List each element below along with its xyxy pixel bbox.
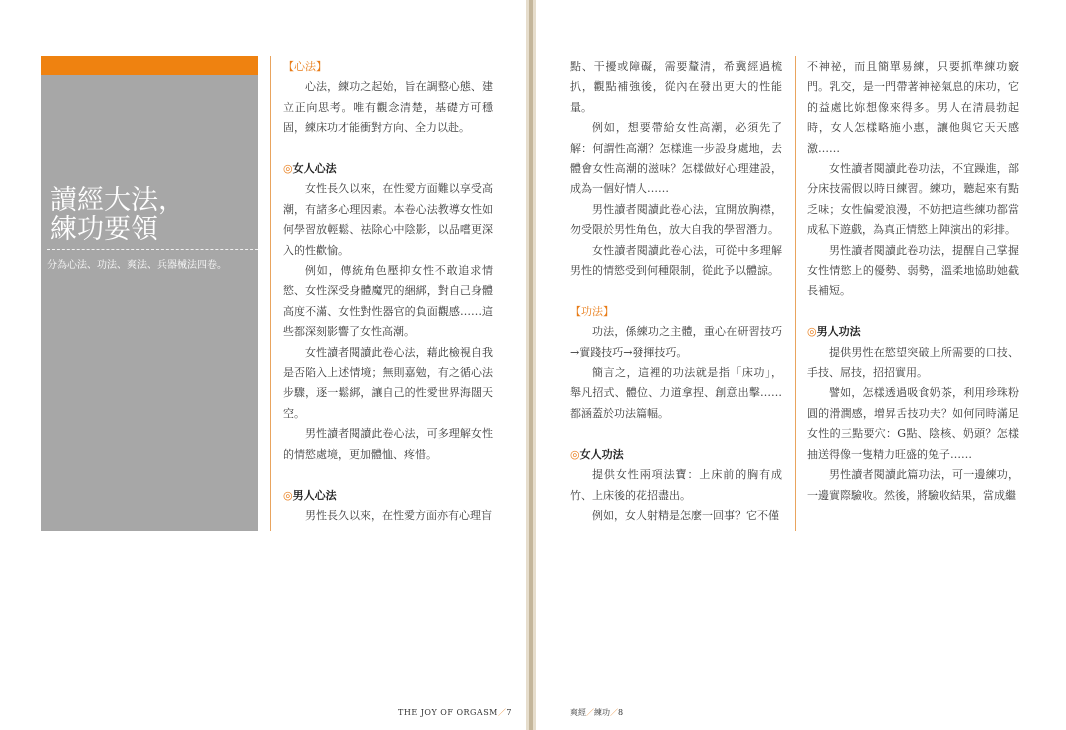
paragraph: 例如，女人射精是怎麼一回事？它不僅 xyxy=(592,508,779,522)
book-spine xyxy=(526,0,536,730)
paragraph: 男性讀者閱讀此篇功法，可一邊練功，一邊實際驗收。然後，將驗收結果，當成繼 xyxy=(807,468,1019,502)
paragraph: 例如，想要帶給女性高潮，必須先了解：何謂性高潮？怎樣進一步設身處地，去體會女性高潮的滋味？怎樣做好心理建設，成為一個好情人…… xyxy=(570,121,782,196)
slash-separator: ／ xyxy=(586,708,594,717)
slash-separator: ／ xyxy=(610,708,618,717)
text-column-3 xyxy=(807,57,1019,506)
page-number: 8 xyxy=(618,708,624,717)
target-icon: ◎ xyxy=(283,488,293,502)
paragraph: 不神祕，而且簡單易練，只要抓準練功竅門。乳交，是一門帶著神祕氣息的床功，它的益處比妳想像來得多。男人在清晨勃起時，女人怎樣略施小惠，讓他與它天天感激…… xyxy=(807,60,1019,155)
paragraph: 提供女性兩項法寶：上床前的胸有成竹、上床後的花招盡出。 xyxy=(570,468,782,502)
paragraph: 譬如，怎樣透過吸食奶茶，利用珍珠粉圓的滑潤感，增昇舌技功夫？如何同時滿足女性的三點要穴：G點、陰核、奶頭？怎樣抽送得像一隻精力旺盛的兔子…… xyxy=(807,386,1019,461)
subheading-female-gongfa: ◎女人功法 xyxy=(570,447,624,461)
target-icon: ◎ xyxy=(807,325,817,339)
slash-separator: ／ xyxy=(497,708,507,717)
section-name: 練功 xyxy=(594,708,610,717)
paragraph: 女性讀者閱讀此卷功法，不宜躁進，部分床技需假以時日練習。練功，聽起來有點乏味；女性偏愛浪漫，不妨把這些練功都當成私下遊戲，為真正情慾上陣演出的彩排。 xyxy=(807,162,1019,237)
paragraph: 男性讀者閱讀此卷功法，提醒自己掌握女性情慾上的優勢、弱勢，溫柔地協助她截長補短。 xyxy=(807,243,1019,298)
paragraph: 女性讀者閱讀此卷心法，藉此檢視自我是否陷入上述情境；無則嘉勉，有之循心法步驟，逐一鬆綁，讓自己的性愛世界海闊天空。 xyxy=(283,345,493,420)
target-icon: ◎ xyxy=(283,162,293,176)
paragraph: 功法，係練功之主體，重心在研習技巧→實踐技巧→發揮技巧。 xyxy=(570,325,782,359)
paragraph: 女性讀者閱讀此卷心法，可從中多理解男性的情慾受到何種限制，從此予以體諒。 xyxy=(570,243,782,278)
text-column-2 xyxy=(570,57,782,526)
subheading-male-gongfa: ◎男人功法 xyxy=(807,325,861,339)
target-icon: ◎ xyxy=(570,447,580,461)
dashed-divider xyxy=(47,249,258,250)
running-title: THE JOY OF ORGASM xyxy=(398,708,498,717)
page-footer-right xyxy=(570,707,623,718)
paragraph: 男性長久以來，在性愛方面亦有心理盲 xyxy=(305,508,492,522)
paragraph: 簡言之，這裡的功法就是指「床功」，舉凡招式、體位、力道拿捏、創意出擊……都涵蓋於功法篇幅。 xyxy=(570,366,782,420)
orange-accent-bar xyxy=(41,56,258,75)
text-column-1 xyxy=(283,57,493,526)
running-title: 爽經 xyxy=(570,708,586,717)
paragraph: 心法，練功之起始，旨在調整心態、建立正向思考。唯有觀念清楚，基礎方可穩固，練床功才能衝對方向、全力以赴。 xyxy=(283,80,493,135)
page-footer-left xyxy=(398,707,512,718)
subheading-female-xinfa: ◎女人心法 xyxy=(283,162,337,176)
chapter-subtitle: 分為心法、功法、爽法、兵器械法四卷。 xyxy=(47,260,227,271)
paragraph: 例如，傳統角色壓抑女性不敢追求情慾、女性深受身體魔咒的綑綁，對自己身體高度不滿、女性對性器官的負面觀感……這些都深刻影響了女性高潮。 xyxy=(283,264,493,339)
column-rule xyxy=(270,56,271,531)
paragraph: 女性長久以來，在性愛方面難以享受高潮，有諸多心理因素。本卷心法教導女性如何學習放輕鬆、祛除心中陰影，以品嚐更深入的性歡愉。 xyxy=(283,182,493,257)
paragraph: 男性讀者閱讀此卷心法，宜開放胸襟，勿受限於男性角色，放大自我的學習潛力。 xyxy=(570,202,782,237)
subheading-male-xinfa: ◎男人心法 xyxy=(283,488,337,502)
chapter-panel xyxy=(41,75,258,531)
section-heading-xinfa: 【心法】 xyxy=(283,60,327,73)
paragraph: 提供男性在慾望突破上所需要的口技、手技、屌技，招招實用。 xyxy=(807,345,1019,380)
column-rule xyxy=(795,56,796,531)
paragraph: 男性讀者閱讀此卷心法，可多理解女性的情慾處境，更加體恤、疼惜。 xyxy=(283,427,493,461)
section-heading-gongfa: 【功法】 xyxy=(570,304,614,318)
chapter-title: 讀經大法， 練功要領 xyxy=(50,185,185,245)
page-number: 7 xyxy=(506,708,512,717)
paragraph: 點、干擾或障礙，需要釐清，希冀經過梳扒，觀點補強後，從內在發出更大的性能量。 xyxy=(570,60,782,114)
